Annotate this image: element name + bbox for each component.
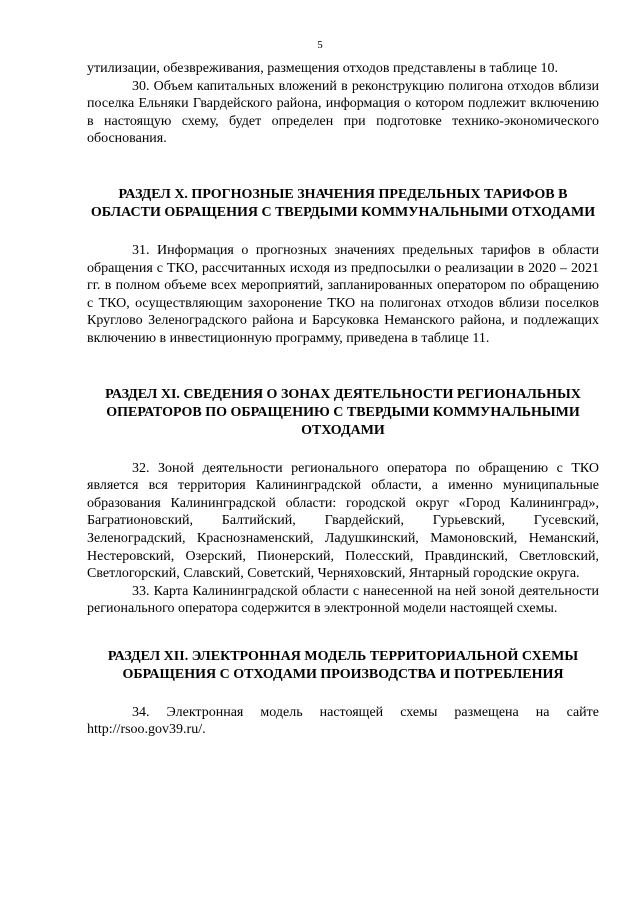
spacer: [87, 440, 599, 460]
spacer: [87, 618, 599, 648]
paragraph-33: 33. Карта Калининградской области с нанесенной на ней зоной деятельности регионального оператора содержится в электронной модели настоящей схемы.: [87, 583, 599, 617]
paragraph-31: 31. Информация о прогнозных значениях предельных тарифов в области обращения с ТКО, рассчитанных исходя из предпосылки о реализации в 2020 – 2021 гг. в полном объеме всех мероприятий, запланированных оператором по обращению с ТКО, осуществляющим захоронение ТКО на полигонах отходов вблизи поселков Круглово Зеленоградского района и Барсуковка Неманского района, и подлежащих включению в инвестиционную программу, приведена в таблице 11.: [87, 242, 599, 346]
document-body: [87, 60, 599, 739]
page-number: 5: [317, 39, 323, 51]
spacer: [87, 684, 599, 704]
section-10-heading: РАЗДЕЛ X. ПРОГНОЗНЫЕ ЗНАЧЕНИЯ ПРЕДЕЛЬНЫХ ТАРИФОВ В ОБЛАСТИ ОБРАЩЕНИЯ С ТВЕРДЫМИ КОММУНАЛЬНЫМИ ОТХОДАМИ: [90, 186, 596, 220]
paragraph-32: 32. Зоной деятельности регионального оператора по обращению с ТКО является вся территория Калининградской области, а именно муниципальные образования Калининградской области: городской округ «Город Калининград», Багратионовский, Балтийский, Гвардейский, Гурьевский, Гусевский, Зеленоградский, Краснознаменский, Ладушкинский, Мамоновский, Неманский, Нестеровский, Озерский, Пионерский, Полесский, Правдинский, Светловский, Светлогорский, Славский, Советский, Черняховский, Янтарный городские округа.: [87, 460, 599, 582]
paragraph-intro-continuation: утилизации, обезвреживания, размещения отходов представлены в таблице 10.: [87, 61, 558, 76]
spacer: [87, 148, 599, 186]
paragraph-34: 34. Электронная модель настоящей схемы размещена на сайте http://rsoo.gov39.ru/.: [87, 704, 599, 738]
section-11-heading: РАЗДЕЛ XI. СВЕДЕНИЯ О ЗОНАХ ДЕЯТЕЛЬНОСТИ РЕГИОНАЛЬНЫХ ОПЕРАТОРОВ ПО ОБРАЩЕНИЮ С ТВЕРДЫМИ КОММУНАЛЬНЫМИ ОТХОДАМИ: [105, 386, 581, 438]
section-12-heading: РАЗДЕЛ XII. ЭЛЕКТРОННАЯ МОДЕЛЬ ТЕРРИТОРИАЛЬНОЙ СХЕМЫ ОБРАЩЕНИЯ С ОТХОДАМИ ПРОИЗВОДСТВА И ПОТРЕБЛЕНИЯ: [107, 648, 579, 682]
spacer: [87, 222, 599, 242]
paragraph-30: 30. Объем капитальных вложений в реконструкцию полигона отходов вблизи поселка Ельняки Гвардейского района, информация о котором подлежит включению в настоящую схему, будет определен при подготовке технико-экономического обоснования.: [87, 78, 599, 147]
spacer: [87, 348, 599, 386]
